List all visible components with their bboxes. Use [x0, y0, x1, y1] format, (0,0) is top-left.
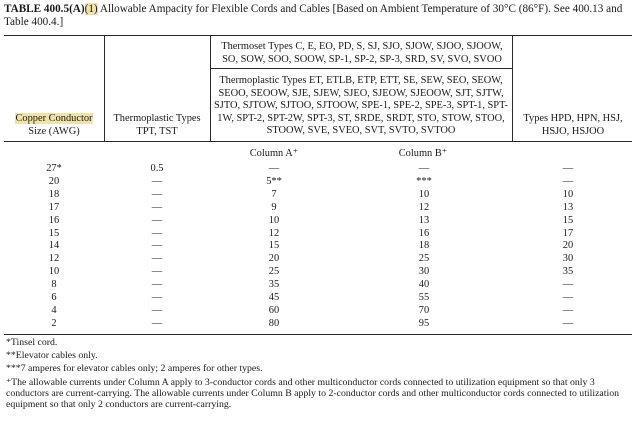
- table-cell: 25: [268, 266, 280, 278]
- table-cell: —: [151, 175, 163, 187]
- table-cell: —: [562, 175, 574, 187]
- table-cell: —: [151, 188, 163, 200]
- table-cell: 18: [48, 188, 60, 200]
- table-cell: 13: [562, 201, 574, 213]
- table-number: TABLE 400.5(A): [4, 3, 85, 15]
- header-thermoplastic-types: Thermoplastic Types ET, ETLB, ETP, ETT, SE, SEW, SEO, SEOW, SEOO, SEOOW, SJE, SJEW, SJEO, SJEOW, SJEOOW, SJT, SJTW, SJTO, SJTOW, SJTOO, SJTOOW, SPE-1, SPE-2, SPE-3, SPT-1, SPT-1W, SPT-2, SPT-2W, SPT-3, ST, SRDE, SRDT, STO, STOW, STOO, STOOW, SVE, SVEO, SVT, SVTO, SVTOO: [214, 75, 508, 137]
- table-cell: 18: [418, 240, 430, 252]
- table-cell: 27*: [46, 163, 62, 174]
- table-cell: —: [151, 201, 163, 213]
- table-cell: 15: [48, 227, 60, 239]
- table-cell: 17: [562, 227, 574, 239]
- table-cell: 4: [51, 304, 57, 316]
- table-cell: 17: [48, 201, 60, 213]
- table-cell: 0.5: [150, 163, 164, 174]
- table-cell: 20: [562, 240, 574, 252]
- table-cell: 20: [268, 253, 280, 265]
- table-cell: —: [151, 317, 163, 329]
- table-cell: ***: [416, 175, 432, 187]
- column-divider-3: [512, 35, 513, 141]
- table-cell: 5**: [266, 175, 282, 187]
- table-ref-highlight: (1): [84, 3, 98, 15]
- table-cell: —: [151, 292, 163, 303]
- table-cell: 60: [268, 304, 280, 316]
- table-cell: 35: [268, 279, 280, 291]
- table-cell: —: [562, 304, 574, 316]
- header-column-b: Column B⁺: [398, 148, 448, 159]
- table-cell: 10: [418, 188, 430, 200]
- column-divider-1: [104, 35, 105, 141]
- table-caption: Allowable Ampacity for Flexible Cords and Cables [Based on Ambient Temperature of 30°C (86°F). See 400.13 and Table 400.4.]: [4, 3, 623, 28]
- table-cell: 55: [418, 292, 430, 303]
- table-cell: —: [151, 214, 163, 226]
- table-cell: 9: [271, 201, 277, 213]
- table-cell: 35: [562, 266, 574, 278]
- table-cell: 25: [418, 253, 430, 265]
- table-top-rule: [4, 35, 632, 36]
- table-cell: —: [151, 279, 163, 291]
- table-cell: —: [151, 266, 163, 278]
- table-cell: —: [268, 163, 280, 174]
- table-cell: 10: [562, 188, 574, 200]
- table-cell: 14: [48, 240, 60, 252]
- table-cell: 7: [271, 188, 277, 200]
- header-thermoset-types: Thermoset Types C, E, EO, PD, S, SJ, SJO, SJOW, SJOO, SJOOW, SO, SOW, SOO, SOOW, SP-1, SP-2, SP-3, SRD, SV, SVO, SVOO: [221, 41, 503, 65]
- header-conductor-size: [5, 113, 103, 138]
- table-cell: —: [418, 163, 430, 174]
- table-cell: 12: [268, 227, 280, 239]
- table-cell: 10: [268, 214, 280, 226]
- table-cell: 45: [268, 292, 280, 303]
- table-bottom-rule: [4, 334, 632, 335]
- header-conductor-highlight: Copper Conductor: [15, 113, 93, 124]
- table-cell: —: [562, 292, 574, 303]
- footnote-tinsel: *Tinsel cord.: [6, 337, 58, 348]
- header-bottom-rule: [4, 141, 632, 142]
- table-cell: 15: [268, 240, 280, 252]
- table-cell: —: [151, 253, 163, 265]
- table-cell: 12: [48, 253, 60, 265]
- footnote-elevator: **Elevator cables only.: [6, 350, 98, 362]
- table-cell: —: [151, 227, 163, 239]
- table-cell: —: [562, 317, 574, 329]
- header-conductor-size-label: Size (AWG): [28, 125, 80, 137]
- header-column-a: Column A⁺: [249, 148, 299, 159]
- footnotes: [6, 337, 632, 412]
- table-title: [4, 3, 634, 29]
- table-cell: 16: [418, 227, 430, 239]
- header-tpt-tst: Thermoplastic Types TPT, TST: [113, 113, 201, 137]
- table-cell: —: [151, 304, 163, 316]
- table-cell: 30: [562, 253, 574, 265]
- column-divider-2: [210, 35, 211, 141]
- table-cell: 6: [51, 292, 57, 303]
- table-cell: 30: [418, 266, 430, 278]
- table-cell: 20: [48, 175, 60, 187]
- table-cell: —: [562, 279, 574, 291]
- thermoset-divider: [210, 68, 512, 69]
- table-cell: 40: [418, 279, 430, 291]
- table-cell: —: [562, 163, 574, 174]
- table-cell: 16: [48, 214, 60, 226]
- footnote-columns: ⁺The allowable currents under Column A apply to 3-conductor cords and other multiconductor cords connected to utilization equipment so that only 3 conductors are current-carrying. The allowable currents under Column B apply to 2-conductor cords and other multiconductor cords connected to utilization equipment so that only 2 conductors are current-carrying.: [6, 376, 620, 411]
- table-cell: 13: [418, 214, 430, 226]
- table-cell: 70: [418, 304, 430, 316]
- table-cell: 2: [51, 317, 57, 329]
- table-cell: 10: [48, 266, 60, 278]
- footnote-amperes: ***7 amperes for elevator cables only; 2 amperes for other types.: [6, 363, 263, 375]
- table-cell: —: [151, 240, 163, 252]
- header-hpd-types: Types HPD, HPN, HSJ, HSJO, HSJOO: [523, 113, 623, 137]
- table-cell: 8: [51, 279, 57, 291]
- table-cell: 15: [562, 214, 574, 226]
- table-cell: 95: [418, 317, 430, 329]
- table-cell: 80: [268, 317, 280, 329]
- table-cell: 12: [418, 201, 430, 213]
